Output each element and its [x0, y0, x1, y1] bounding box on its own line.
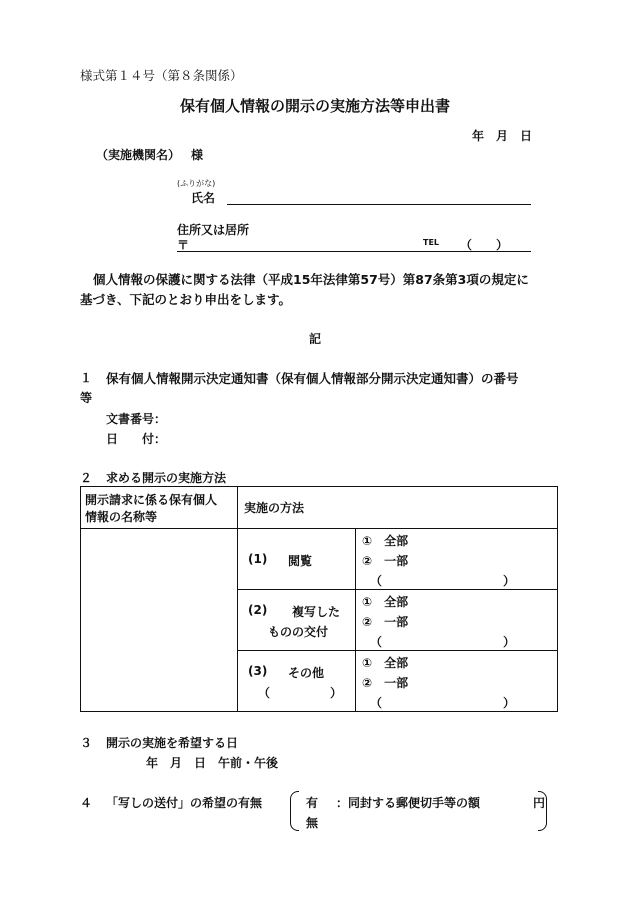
section4-title: 「写しの送付」の希望の有無	[106, 796, 263, 810]
section3-number: ３	[80, 736, 93, 750]
address-underline	[177, 251, 531, 252]
method-2-cell: (2) 複写した ものの交付	[238, 590, 356, 651]
section4-number: ４	[80, 796, 93, 810]
method-3-cell: (3) その他 （ ）	[238, 651, 356, 712]
header-info-name: 開示請求に係る保有個人 情報の名称等	[81, 487, 238, 529]
yen-label: 円	[533, 796, 546, 810]
section3-title: 開示の実施を希望する日	[106, 736, 239, 750]
method-1-options[interactable]: ① 全部 ② 一部 （ ）	[356, 529, 558, 590]
option-yes[interactable]: 有	[306, 796, 319, 810]
furigana-label: (ふりがな)	[177, 179, 216, 188]
form-number: 様式第１４号（第８条関係）	[80, 68, 243, 83]
section2-title: 求める開示の実施方法	[106, 471, 227, 485]
disclosure-method-table	[80, 486, 558, 712]
address-label: 住所又は居所	[177, 223, 250, 237]
info-name-cell[interactable]	[81, 529, 238, 712]
page-title: 保有個人情報の開示の実施方法等申出書	[179, 97, 450, 115]
section1-text: 保有個人情報開示決定通知書（保有個人情報部分開示決定通知書）の番号	[106, 371, 519, 386]
section1-text-wrap: 等	[80, 391, 93, 405]
name-underline	[227, 204, 531, 205]
date-line: 年 月 日	[472, 129, 533, 143]
method-1-cell: (1) 閲覧	[238, 529, 356, 590]
intro-line-1: 個人情報の保護に関する法律（平成15年法律第57号）第87条第3項の規定に	[93, 272, 529, 287]
section2-number: ２	[80, 471, 93, 485]
intro-line-2: 基づき、下記のとおり申出をします。	[80, 292, 292, 307]
option-yes-detail: ：同封する郵便切手等の額	[336, 796, 481, 810]
left-brace	[290, 791, 299, 831]
section3-date-line: 年 月 日 午前・午後	[146, 756, 279, 770]
header-method: 実施の方法	[238, 487, 558, 529]
ki-label: 記	[308, 332, 321, 346]
agency-label: （実施機関名）	[96, 148, 181, 162]
doc-number-label: 文書番号：	[106, 412, 167, 426]
option-no[interactable]: 無	[306, 816, 319, 830]
section1-number: １	[80, 371, 93, 385]
agency-suffix: 様	[191, 148, 204, 162]
tel-paren: （ ）	[460, 238, 509, 252]
doc-date-label: 日 付：	[106, 432, 167, 446]
method-3-options[interactable]: ① 全部 ② 一部 （ ）	[356, 651, 558, 712]
tel-label: TEL	[423, 238, 440, 247]
method-2-options[interactable]: ① 全部 ② 一部 （ ）	[356, 590, 558, 651]
postal-mark: 〒	[177, 238, 190, 252]
name-label: 氏名	[191, 191, 216, 205]
